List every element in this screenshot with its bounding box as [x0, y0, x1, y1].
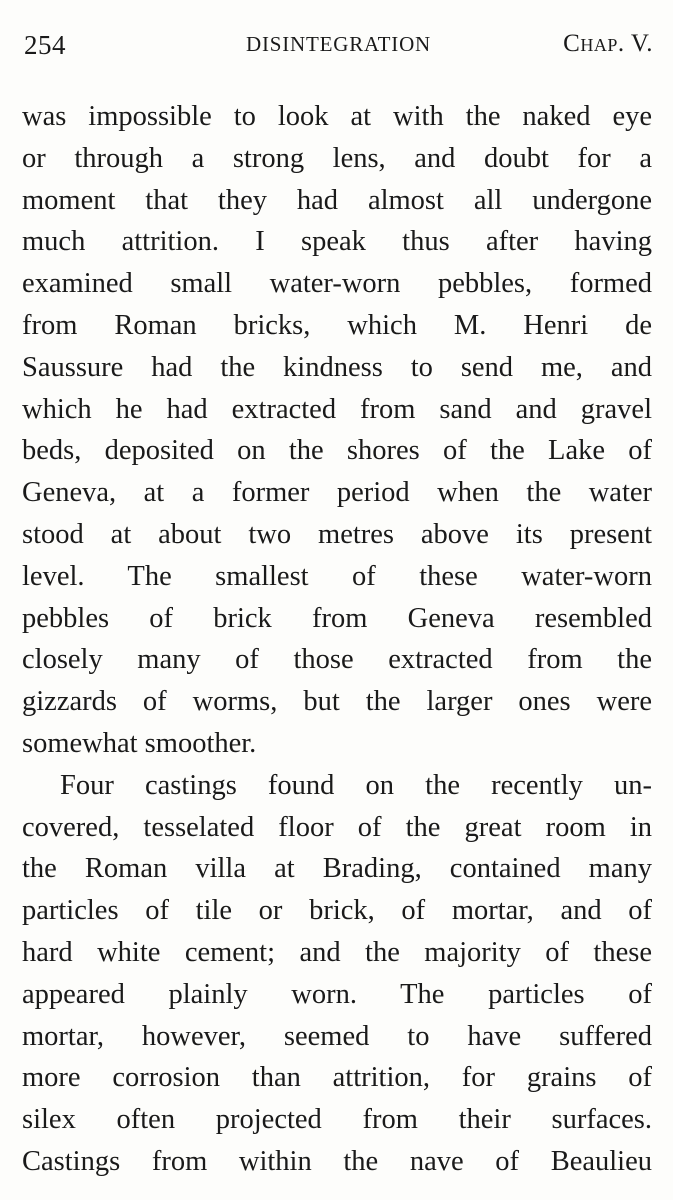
text-line: Saussure had the kindness to send me, and	[22, 351, 652, 383]
text-line: appeared plainly worn. The particles of	[22, 978, 652, 1010]
text-line: Castings from within the nave of Beaulieu	[22, 1145, 652, 1177]
text-line: covered, tesselated floor of the great room in	[22, 811, 652, 843]
text-line: Four castings found on the recently un-	[60, 769, 652, 801]
text-line: moment that they had almost all undergone	[22, 184, 652, 216]
text-line: the Roman villa at Brading, contained many	[22, 853, 652, 885]
text-line: pebbles of brick from Geneva resembled	[22, 602, 652, 634]
text-line: particles of tile or brick, of mortar, and of	[22, 895, 652, 927]
text-line: level. The smallest of these water-worn	[22, 560, 652, 592]
text-line: or through a strong lens, and doubt for a	[22, 142, 652, 174]
text-line: examined small water-worn pebbles, formed	[22, 268, 652, 300]
text-line: closely many of those extracted from the	[22, 644, 652, 676]
text-line: which he had extracted from sand and gravel	[22, 393, 652, 425]
running-title: DISINTEGRATION	[245, 32, 431, 56]
body-text	[22, 96, 652, 1183]
text-line: stood at about two metres above its present	[22, 518, 652, 550]
text-line: mortar, however, seemed to have suffered	[22, 1020, 652, 1052]
paragraph-2	[22, 765, 652, 1183]
running-head	[24, 30, 653, 66]
text-line: hard white cement; and the majority of these	[22, 936, 652, 968]
text-line: silex often projected from their surfaces.	[22, 1104, 652, 1136]
text-line: from Roman bricks, which M. Henri de	[22, 309, 652, 341]
text-line: more corrosion than attrition, for grains of	[22, 1062, 652, 1094]
paragraph-1	[22, 96, 652, 765]
text-line: much attrition. I speak thus after having	[22, 226, 652, 258]
text-line: Geneva, at a former period when the water	[22, 477, 652, 509]
text-line: was impossible to look at with the naked eye	[22, 101, 652, 132]
chapter-reference: Chap. V.	[563, 30, 653, 57]
text-line: somewhat smoother.	[22, 727, 257, 759]
page-number: 254	[24, 30, 66, 60]
text-line: gizzards of worms, but the larger ones were	[22, 686, 652, 718]
text-line: beds, deposited on the shores of the Lake of	[22, 435, 652, 467]
